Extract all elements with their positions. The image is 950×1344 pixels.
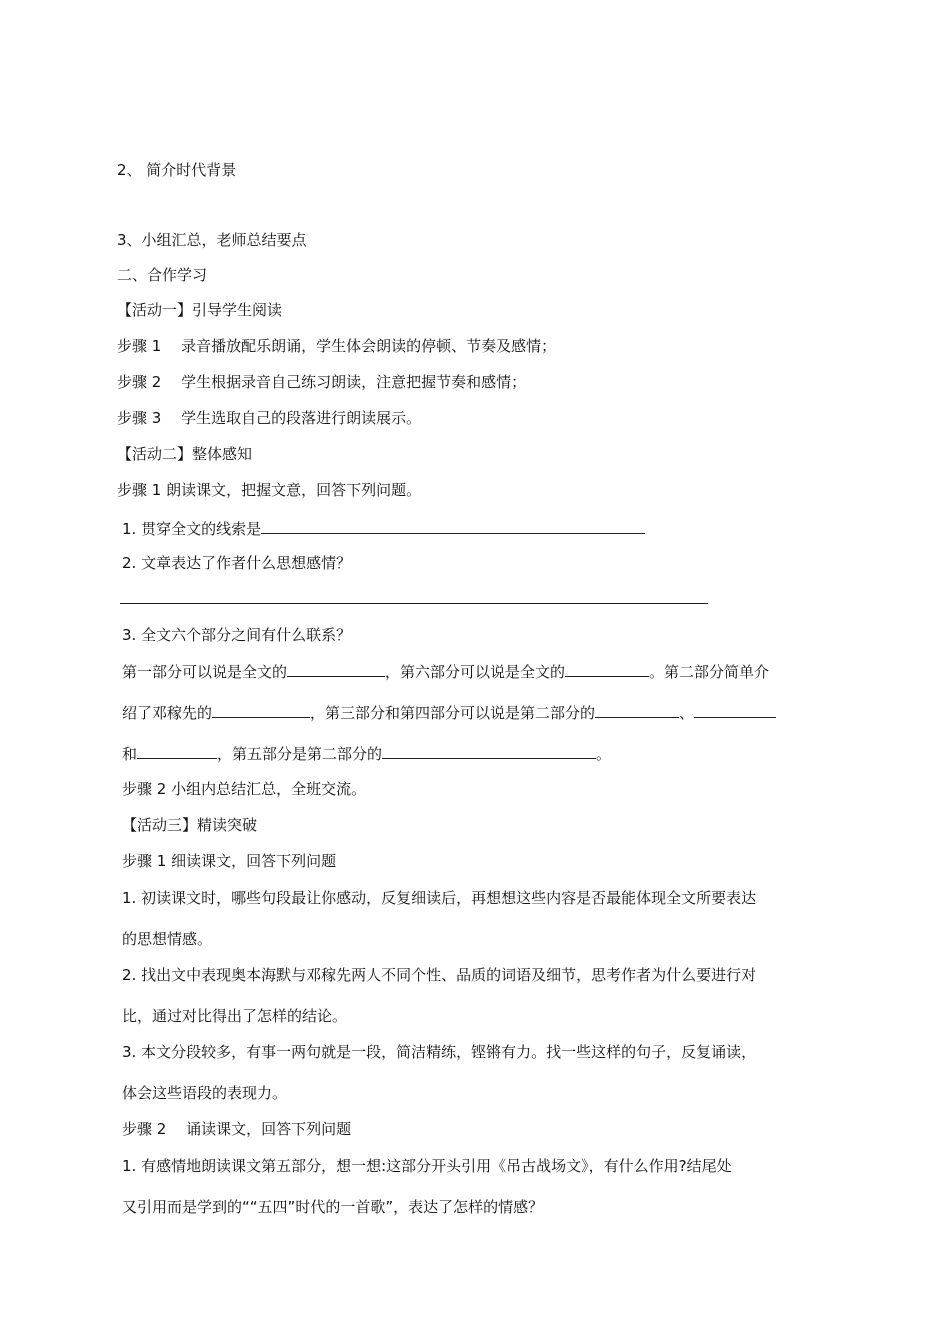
activity3-q1-line1: 1. 初读课文时，哪些句段最让你感动，反复细读后，再想想这些内容是否最能体现全文所要表达 — [122, 889, 757, 907]
activity2-step2: 步骤 2 小组内总结汇总，全班交流。 — [122, 780, 367, 798]
activity3-q4-line2: 又引用而是学到的““五四”时代的一首歌”，表达了怎样的情感？ — [122, 1198, 544, 1216]
blank-and-part[interactable] — [137, 743, 217, 759]
activity1-step2: 步骤 2 学生根据录音自己练习朗读，注意把握节奏和感情； — [117, 373, 527, 391]
section-intro-2: 2、 简介时代背景 — [117, 161, 237, 179]
activity2-step1: 步骤 1 朗读课文，把握文意，回答下列问题。 — [117, 481, 422, 499]
fill-3b: ，第五部分是第二部分的 — [217, 745, 383, 763]
activity3-step1: 步骤 1 细读课文，回答下列问题 — [122, 852, 337, 870]
activity3-q4-line1: 1. 有感情地朗读课文第五部分，想一想:这部分开头引用《吊古战场文》，有什么作用?结尾处 — [122, 1157, 732, 1175]
blank-first-part[interactable] — [287, 661, 385, 677]
activity3-q2-line1: 2. 找出文中表现奥本海默与邓稼先两人不同个性、品质的词语及细节，思考作者为什么要进行对 — [122, 966, 757, 984]
activity3-q3-line2: 体会这些语段的表现力。 — [122, 1084, 288, 1102]
blank-fifth-part[interactable] — [382, 743, 596, 759]
q1-text: 1. 贯穿全文的线索是 — [122, 520, 262, 538]
fill-1c: 。第二部分简单介 — [649, 663, 770, 681]
fill-line-1 — [122, 661, 769, 682]
activity2-q3: 3. 全文六个部分之间有什么联系？ — [122, 626, 352, 644]
fill-2c: 、 — [679, 704, 695, 722]
blank-fourth-part[interactable] — [694, 702, 776, 718]
fill-line-2 — [122, 702, 776, 723]
activity3-step2: 步骤 2 诵读课文，回答下列问题 — [122, 1120, 352, 1138]
activity2-q2: 2. 文章表达了作者什么思想感情？ — [122, 554, 352, 572]
activity3-q1-line2: 的思想情感。 — [122, 930, 213, 948]
fill-2a: 绍了邓稼先的 — [122, 704, 213, 722]
section-intro-3: 3、小组汇总，老师总结要点 — [117, 231, 307, 249]
fill-line-3 — [122, 743, 611, 764]
activity2-q1 — [122, 518, 645, 539]
fill-1b: ，第六部分可以说是全文的 — [385, 663, 566, 681]
blank-second-part[interactable] — [212, 702, 310, 718]
activity3-title: 【活动三】精读突破 — [122, 816, 258, 834]
activity3-q3-line1: 3. 本文分段较多，有事一两句就是一段，简洁精练，铿锵有力。找一些这样的句子，反复诵读， — [122, 1043, 757, 1061]
q1-answer-blank[interactable] — [261, 518, 645, 534]
blank-third-part[interactable] — [595, 702, 679, 718]
part2-title: 二、合作学习 — [117, 266, 208, 284]
fill-2b: ，第三部分和第四部分可以说是第二部分的 — [310, 704, 596, 722]
q2-answer-rule[interactable] — [120, 603, 708, 604]
activity1-title: 【活动一】引导学生阅读 — [117, 301, 283, 319]
fill-1a: 第一部分可以说是全文的 — [122, 663, 288, 681]
activity3-q2-line2: 比，通过对比得出了怎样的结论。 — [122, 1007, 348, 1025]
blank-sixth-part[interactable] — [565, 661, 649, 677]
activity2-title: 【活动二】整体感知 — [117, 445, 253, 463]
fill-3a: 和 — [122, 745, 138, 763]
activity1-step3: 步骤 3 学生选取自己的段落进行朗读展示。 — [117, 409, 422, 427]
activity1-step1: 步骤 1 录音播放配乐朗诵，学生体会朗读的停顿、节奏及感情； — [117, 337, 557, 355]
fill-3c: 。 — [596, 745, 612, 763]
